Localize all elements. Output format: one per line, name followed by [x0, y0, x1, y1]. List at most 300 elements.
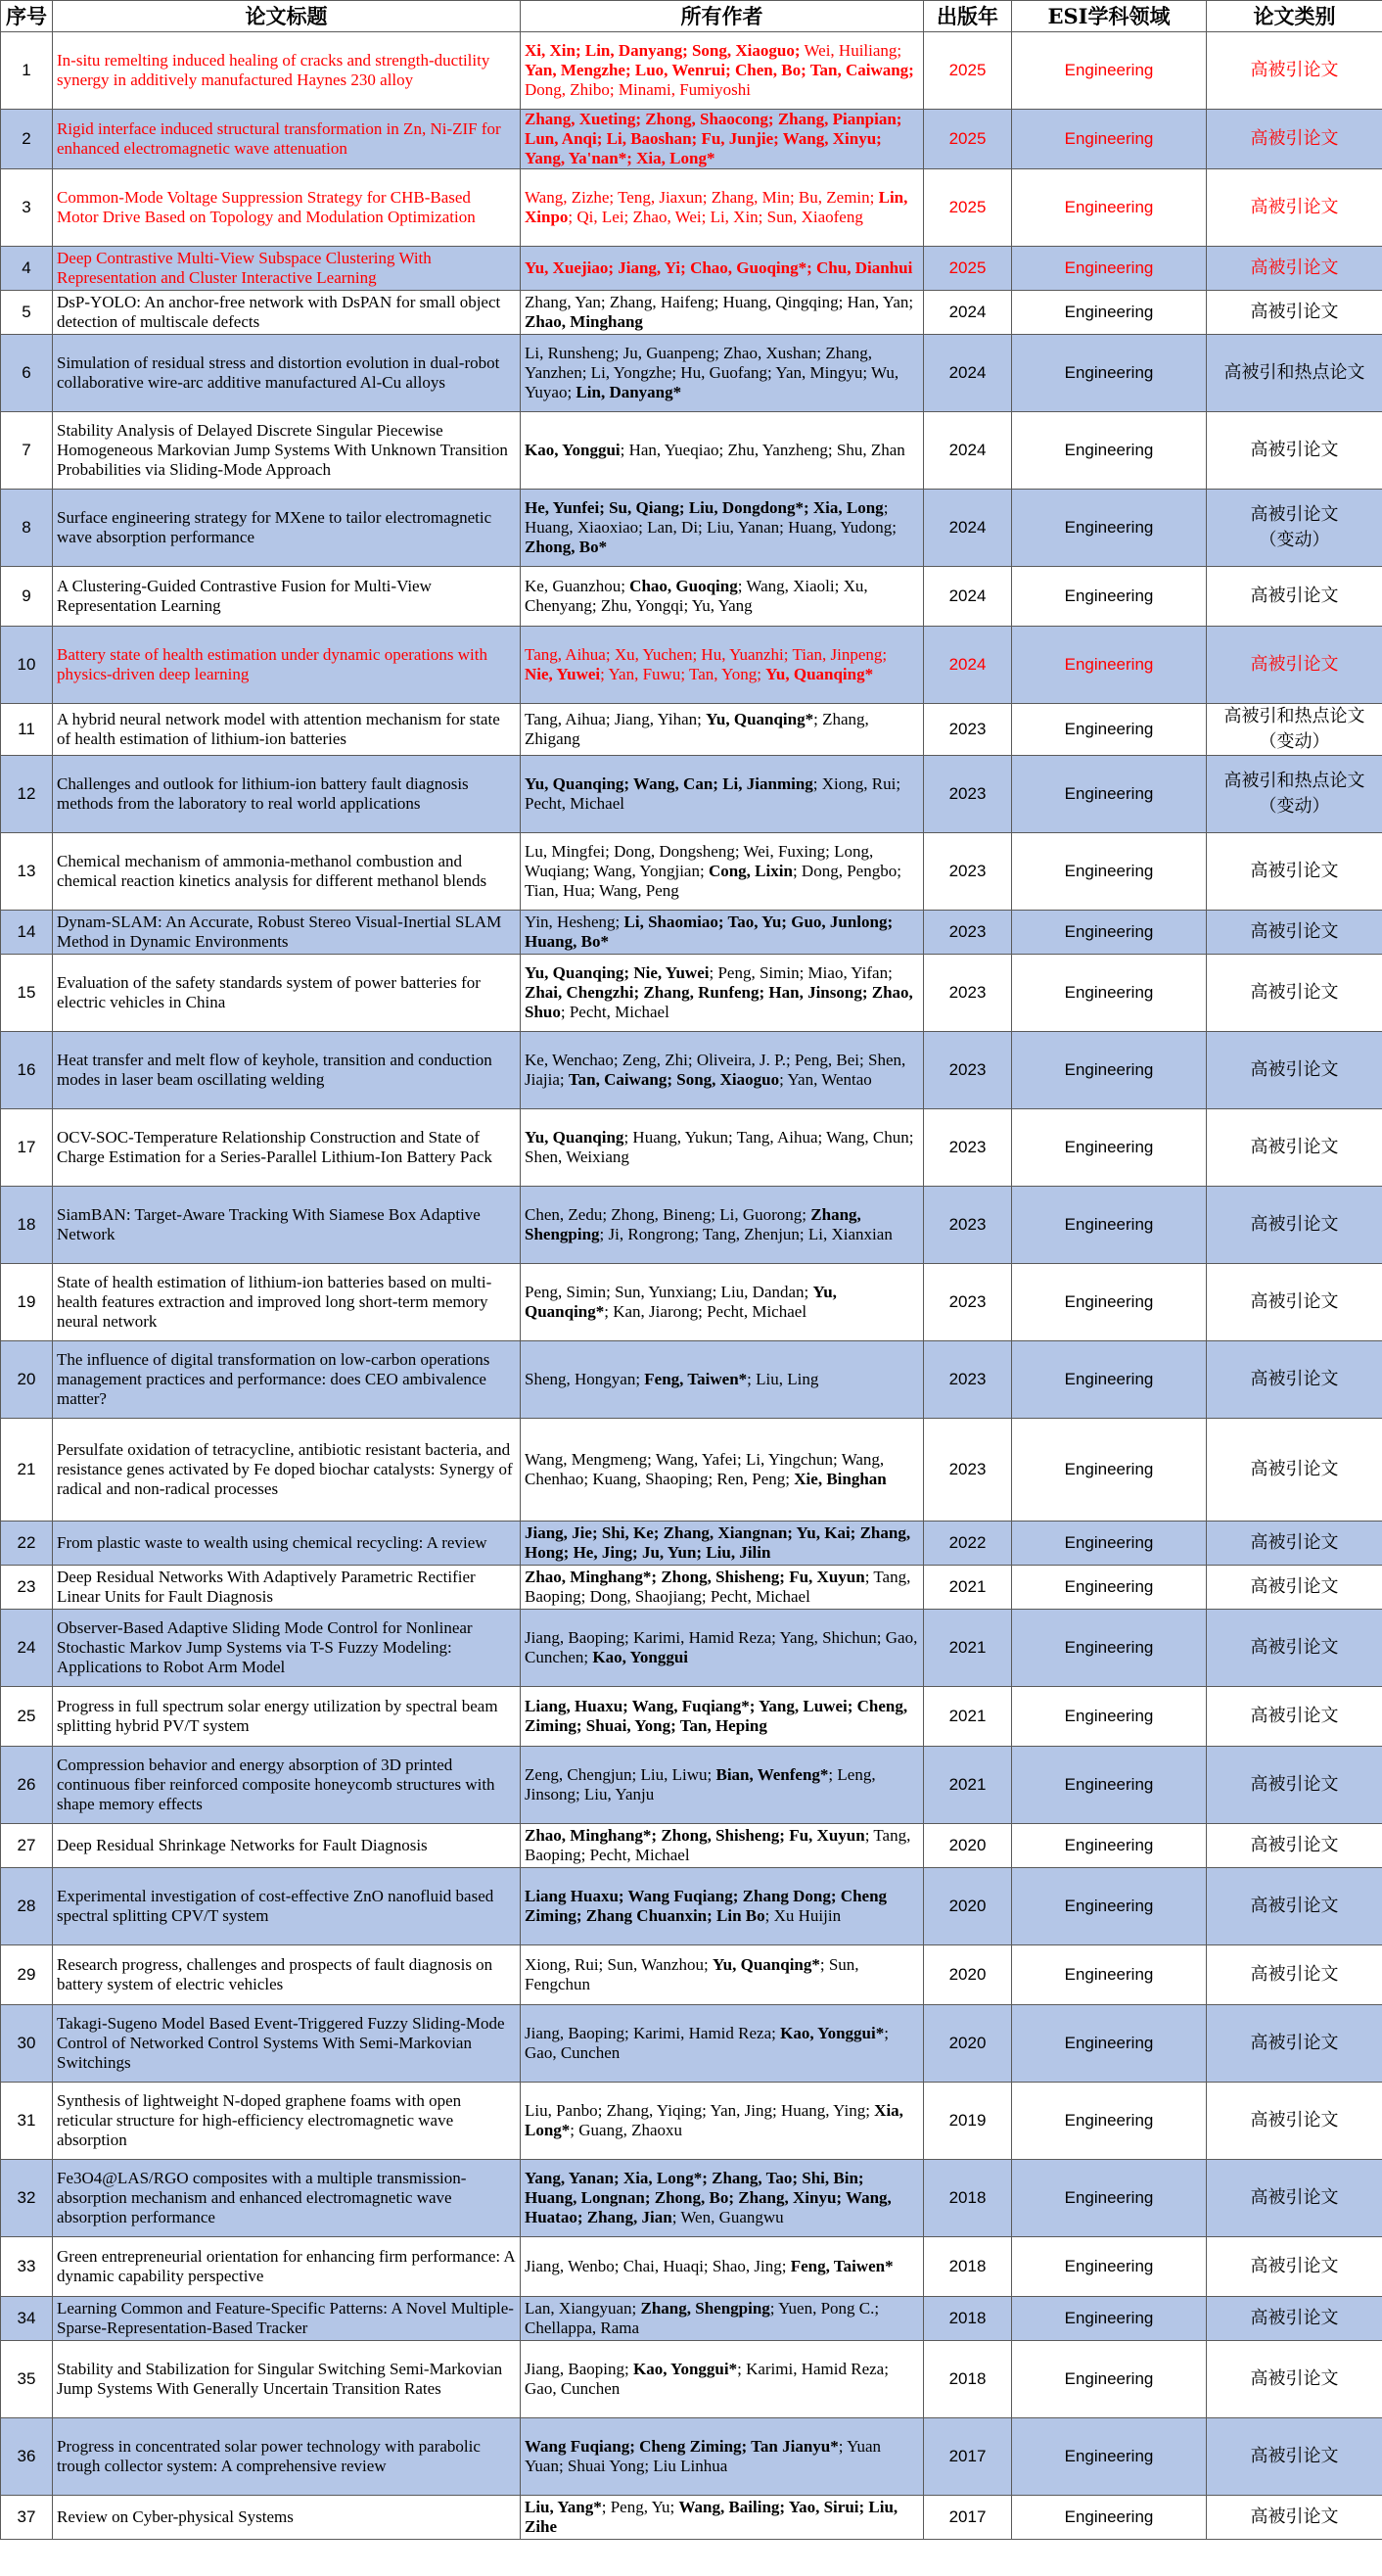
author-segment: ; Kan, Jiarong; Pecht, Michael [604, 1302, 807, 1321]
esi-field: Engineering [1012, 2496, 1207, 2540]
header-index: 序号 [1, 1, 53, 32]
table-row [1, 335, 1382, 412]
paper-type: 高被引论文 [1207, 1747, 1382, 1824]
row-index: 35 [1, 2341, 53, 2418]
table-row [1, 1610, 1382, 1687]
publication-year: 2017 [924, 2496, 1012, 2540]
row-index: 11 [1, 704, 53, 756]
paper-type: 高被引论文 [1207, 2496, 1382, 2540]
paper-type: 高被引论文 [1207, 955, 1382, 1032]
paper-type: 高被引论文 [1207, 1945, 1382, 2005]
row-index: 5 [1, 291, 53, 335]
esi-field: Engineering [1012, 955, 1207, 1032]
author-segment: ; Yuan Yuan; Shuai Yong; Liu Linhua [525, 2437, 882, 2475]
table-row [1, 291, 1382, 335]
row-index: 34 [1, 2297, 53, 2341]
header-row [1, 1, 1382, 32]
table-row [1, 2083, 1382, 2160]
publication-year: 2025 [924, 110, 1012, 169]
row-index: 36 [1, 2418, 53, 2496]
row-index: 23 [1, 1566, 53, 1610]
row-index: 31 [1, 2083, 53, 2160]
esi-field: Engineering [1012, 2160, 1207, 2237]
publication-year: 2023 [924, 833, 1012, 911]
esi-field: Engineering [1012, 1032, 1207, 1109]
author-segment: ; Gao, Cunchen [525, 2024, 889, 2062]
paper-type: 高被引论文 [1207, 291, 1382, 335]
table-row [1, 955, 1382, 1032]
author-segment: Wang, Mengmeng; Wang, Yafei; Li, Yingchun; Wang, Chenhao; Kuang, Shaoping; Ren, Peng; [525, 1450, 885, 1488]
paper-authors [521, 1032, 924, 1109]
author-segment: Xiong, Rui; Sun, Wanzhou; [525, 1955, 713, 1974]
paper-type: 高被引论文 [1207, 627, 1382, 704]
author-segment: Jiang, Baoping; Karimi, Hamid Reza; Yang, Shichun; Gao, Cunchen; [525, 1628, 918, 1666]
author-segment: Zhang, Yan; Zhang, Haifeng; Huang, Qingqing; Han, Yan; [525, 293, 914, 311]
paper-authors [521, 1687, 924, 1747]
paper-authors [521, 110, 924, 169]
esi-field: Engineering [1012, 2341, 1207, 2418]
paper-type: 高被引论文 [1207, 567, 1382, 627]
paper-authors [521, 169, 924, 247]
table-row [1, 1419, 1382, 1522]
paper-type: 高被引和热点论文 （变动） [1207, 756, 1382, 833]
esi-field: Engineering [1012, 2297, 1207, 2341]
paper-type: 高被引论文 [1207, 2083, 1382, 2160]
paper-authors [521, 247, 924, 291]
esi-field: Engineering [1012, 1522, 1207, 1566]
paper-authors [521, 2237, 924, 2297]
publication-year: 2023 [924, 1264, 1012, 1341]
author-segment: ; Pecht, Michael [560, 1003, 669, 1021]
author-segment: Yin, Hesheng; [525, 913, 624, 931]
author-segment: Xie, Binghan [794, 1470, 887, 1488]
author-segment: Sheng, Hongyan; [525, 1370, 645, 1388]
author-segment: Liu, Panbo; Zhang, Yiqing; Yan, Jing; Huang, Ying; [525, 2101, 875, 2120]
author-segment: ; Dong, Pengbo; Tian, Hua; Wang, Peng [525, 862, 901, 900]
author-segment: Bian, Wenfeng* [715, 1765, 829, 1784]
publication-year: 2023 [924, 704, 1012, 756]
author-segment: Xia, Long* [525, 2101, 903, 2139]
publication-year: 2023 [924, 1341, 1012, 1419]
publication-year: 2023 [924, 1419, 1012, 1522]
esi-field: Engineering [1012, 1109, 1207, 1187]
paper-title: Simulation of residual stress and distortion evolution in dual-robot collaborative wire-arc additive manufactured Al-Cu alloys [53, 335, 521, 412]
author-segment: Kao, Yonggui [592, 1648, 689, 1666]
paper-authors [521, 1264, 924, 1341]
esi-field: Engineering [1012, 32, 1207, 110]
publication-year: 2018 [924, 2297, 1012, 2341]
paper-title: From plastic waste to wealth using chemical recycling: A review [53, 1522, 521, 1566]
paper-title: Dynam-SLAM: An Accurate, Robust Stereo Visual-Inertial SLAM Method in Dynamic Environments [53, 911, 521, 955]
paper-title: Rigid interface induced structural transformation in Zn, Ni-ZIF for enhanced electromagnetic wave attenuation [53, 110, 521, 169]
author-segment: Ke, Wenchao; Zeng, Zhi; Oliveira, J. P.; Peng, Bei; Shen, Jiajia; [525, 1051, 906, 1089]
author-segment: Yu, Quanqing [525, 1128, 624, 1147]
publication-year: 2019 [924, 2083, 1012, 2160]
publication-year: 2020 [924, 1868, 1012, 1945]
table-row [1, 833, 1382, 911]
table-row [1, 110, 1382, 169]
row-index: 20 [1, 1341, 53, 1419]
author-segment: ; Sun, Fengchun [525, 1955, 859, 1993]
publication-year: 2024 [924, 335, 1012, 412]
row-index: 7 [1, 412, 53, 490]
author-segment: Yu, Quanqing* [706, 710, 814, 728]
paper-authors [521, 1187, 924, 1264]
esi-field: Engineering [1012, 1264, 1207, 1341]
paper-authors [521, 955, 924, 1032]
row-index: 14 [1, 911, 53, 955]
table-row [1, 2341, 1382, 2418]
esi-field: Engineering [1012, 1610, 1207, 1687]
publication-year: 2025 [924, 247, 1012, 291]
publication-year: 2023 [924, 1032, 1012, 1109]
paper-authors [521, 2005, 924, 2083]
paper-authors [521, 412, 924, 490]
paper-type: 高被引论文 [1207, 1610, 1382, 1687]
paper-authors [521, 756, 924, 833]
paper-title: Stability Analysis of Delayed Discrete Singular Piecewise Homogeneous Markovian Jump Systems With Unknown Transition Probabilities via Sliding-Mode Approach [53, 412, 521, 490]
paper-authors [521, 1341, 924, 1419]
paper-title: Synthesis of lightweight N-doped graphene foams with open reticular structure for high-efficiency electromagnetic wave absorption [53, 2083, 521, 2160]
paper-authors [521, 1566, 924, 1610]
author-segment: Xi, Xin; Lin, Danyang; Song, Xiaoguo; [525, 41, 801, 60]
table-row [1, 1687, 1382, 1747]
author-segment: ; Liu, Ling [747, 1370, 819, 1388]
esi-field: Engineering [1012, 1566, 1207, 1610]
table-row [1, 2005, 1382, 2083]
row-index: 1 [1, 32, 53, 110]
paper-authors [521, 2496, 924, 2540]
author-segment: Zhai, Chengzhi; Zhang, Runfeng; Han, Jinsong; Zhao, Shuo [525, 983, 913, 1021]
paper-type: 高被引论文 [1207, 2418, 1382, 2496]
paper-type: 高被引论文 [1207, 833, 1382, 911]
author-segment: Liang Huaxu; Wang Fuqiang; Zhang Dong; Cheng Ziming; Zhang Chuanxin; Lin Bo [525, 1887, 888, 1925]
row-index: 8 [1, 490, 53, 567]
row-index: 21 [1, 1419, 53, 1522]
paper-authors [521, 1945, 924, 2005]
paper-authors [521, 2418, 924, 2496]
paper-type: 高被引论文 [1207, 32, 1382, 110]
row-index: 37 [1, 2496, 53, 2540]
esi-field: Engineering [1012, 567, 1207, 627]
author-segment: ; Yuen, Pong C.; Chellappa, Rama [525, 2299, 880, 2337]
author-segment: Liang, Huaxu; Wang, Fuqiang*; Yang, Luwei; Cheng, Ziming; Shuai, Yong; Tan, Heping [525, 1697, 908, 1735]
esi-field: Engineering [1012, 1824, 1207, 1868]
esi-field: Engineering [1012, 1945, 1207, 2005]
table-row [1, 2160, 1382, 2237]
paper-title: Review on Cyber-physical Systems [53, 2496, 521, 2540]
author-segment: Yan, Mengzhe; Luo, Wenrui; Chen, Bo; Tan, Caiwang; [525, 61, 914, 79]
paper-type: 高被引论文 [1207, 2297, 1382, 2341]
row-index: 4 [1, 247, 53, 291]
esi-field: Engineering [1012, 1187, 1207, 1264]
row-index: 30 [1, 2005, 53, 2083]
paper-title: Surface engineering strategy for MXene to tailor electromagnetic wave absorption performance [53, 490, 521, 567]
author-segment: ; Yan, Fuwu; Tan, Yong; [600, 665, 766, 683]
paper-authors [521, 335, 924, 412]
author-segment: Kao, Yonggui [525, 441, 621, 459]
paper-title: SiamBAN: Target-Aware Tracking With Siamese Box Adaptive Network [53, 1187, 521, 1264]
table-body [1, 32, 1382, 2540]
author-segment: Jiang, Baoping; [525, 2360, 633, 2378]
author-segment: Kao, Yonggui* [632, 2360, 738, 2378]
publication-year: 2017 [924, 2418, 1012, 2496]
esi-field: Engineering [1012, 110, 1207, 169]
paper-type: 高被引论文 [1207, 110, 1382, 169]
paper-title: Progress in concentrated solar power technology with parabolic trough collector system: A comprehensive review [53, 2418, 521, 2496]
paper-authors [521, 627, 924, 704]
author-segment: ; Karimi, Hamid Reza; Gao, Cunchen [525, 2360, 889, 2398]
paper-authors [521, 1868, 924, 1945]
row-index: 22 [1, 1522, 53, 1566]
publication-year: 2024 [924, 567, 1012, 627]
row-index: 17 [1, 1109, 53, 1187]
table-row [1, 2297, 1382, 2341]
esi-field: Engineering [1012, 911, 1207, 955]
table-row [1, 1187, 1382, 1264]
publication-year: 2020 [924, 1945, 1012, 2005]
paper-title: DsP-YOLO: An anchor-free network with DsPAN for small object detection of multiscale defects [53, 291, 521, 335]
author-segment: Yang, Yanan; Xia, Long*; Zhang, Tao; Shi, Bin; Huang, Longnan; Zhong, Bo; Zhang, Xinyu; Wang, Huatao; Zhang, Jian [525, 2169, 892, 2226]
paper-title: Stability and Stabilization for Singular Switching Semi-Markovian Jump Systems With Generally Uncertain Transition Rates [53, 2341, 521, 2418]
author-segment: Lan, Xiangyuan; [525, 2299, 641, 2318]
row-index: 26 [1, 1747, 53, 1824]
paper-title: Observer-Based Adaptive Sliding Mode Control for Nonlinear Stochastic Markov Jump Systems via T-S Fuzzy Modeling: Applications to Robot Arm Model [53, 1610, 521, 1687]
author-segment: Zhao, Minghang*; Zhong, Shisheng; Fu, Xuyun [525, 1568, 865, 1586]
author-segment: ; Guang, Zhaoxu [570, 2121, 683, 2139]
publication-year: 2024 [924, 291, 1012, 335]
author-segment: Chao, Guoqing [629, 577, 738, 595]
author-segment: Nie, Yuwei [525, 665, 601, 683]
author-segment: ; Xiong, Rui; Pecht, Michael [525, 774, 901, 813]
table-row [1, 1566, 1382, 1610]
paper-type: 高被引论文 [1207, 1824, 1382, 1868]
table-row [1, 1868, 1382, 1945]
table-row [1, 490, 1382, 567]
esi-field: Engineering [1012, 247, 1207, 291]
author-segment: Tan, Caiwang; Song, Xiaoguo [568, 1070, 780, 1089]
author-segment: Feng, Taiwen* [644, 1370, 748, 1388]
paper-title: Fe3O4@LAS/RGO composites with a multiple transmission-absorption mechanism and enhanced electromagnetic wave absorption performance [53, 2160, 521, 2237]
author-segment: Tang, Aihua; Jiang, Yihan; [525, 710, 707, 728]
paper-type: 高被引论文 [1207, 1187, 1382, 1264]
paper-authors [521, 1109, 924, 1187]
author-segment: Yu, Quanqing* [765, 665, 874, 683]
table-row [1, 32, 1382, 110]
table-row [1, 1109, 1382, 1187]
paper-title: Battery state of health estimation under dynamic operations with physics-driven deep learning [53, 627, 521, 704]
author-segment: Dong, Zhibo; Minami, Fumiyoshi [525, 80, 751, 99]
table-row [1, 627, 1382, 704]
author-segment: ; Zhang, Zhigang [525, 710, 869, 748]
table-row [1, 2237, 1382, 2297]
author-segment: He, Yunfei; Su, Qiang; Liu, Dongdong*; Xia, Long [525, 498, 884, 517]
esi-field: Engineering [1012, 1419, 1207, 1522]
author-segment: ; Tang, Baoping; Dong, Shaojiang; Pecht, Michael [525, 1568, 911, 1606]
row-index: 3 [1, 169, 53, 247]
publication-year: 2018 [924, 2341, 1012, 2418]
author-segment: Li, Runsheng; Ju, Guanpeng; Zhao, Xushan; Zhang, Yanzhen; Li, Yongzhe; Hu, Guofang; Yan, Mingyu; Wu, Yuyao; [525, 344, 899, 401]
header-title: 论文标题 [53, 1, 521, 32]
author-segment: Yu, Quanqing; Wang, Can; Li, Jianming [525, 774, 813, 793]
paper-title: Challenges and outlook for lithium-ion battery fault diagnosis methods from the laboratory to real world applications [53, 756, 521, 833]
row-index: 25 [1, 1687, 53, 1747]
table-row [1, 2418, 1382, 2496]
row-index: 12 [1, 756, 53, 833]
author-segment: Kao, Yonggui* [780, 2024, 885, 2042]
publication-year: 2021 [924, 1566, 1012, 1610]
publication-year: 2021 [924, 1610, 1012, 1687]
paper-title: Takagi-Sugeno Model Based Event-Triggered Fuzzy Sliding-Mode Control of Networked Control Systems With Semi-Markovian Switchings [53, 2005, 521, 2083]
paper-type: 高被引论文 [1207, 2160, 1382, 2237]
author-segment: Jiang, Jie; Shi, Ke; Zhang, Xiangnan; Yu, Kai; Zhang, Hong; He, Jing; Ju, Yun; Liu, Jilin [525, 1523, 911, 1562]
paper-authors [521, 2160, 924, 2237]
publication-year: 2021 [924, 1687, 1012, 1747]
author-segment: Jiang, Wenbo; Chai, Huaqi; Shao, Jing; [525, 2257, 791, 2275]
paper-authors [521, 1824, 924, 1868]
author-segment: Zeng, Chengjun; Liu, Liwu; [525, 1765, 716, 1784]
row-index: 15 [1, 955, 53, 1032]
row-index: 33 [1, 2237, 53, 2297]
author-segment: Wei, Huiliang; [800, 41, 902, 60]
paper-title: Persulfate oxidation of tetracycline, antibiotic resistant bacteria, and resistance genes activated by Fe doped biochar catalysts: Synergy of radical and non-radical processes [53, 1419, 521, 1522]
table-row [1, 1341, 1382, 1419]
publication-year: 2023 [924, 1187, 1012, 1264]
publication-year: 2025 [924, 32, 1012, 110]
row-index: 18 [1, 1187, 53, 1264]
paper-authors [521, 32, 924, 110]
publication-year: 2023 [924, 756, 1012, 833]
paper-type: 高被引和热点论文 （变动） [1207, 704, 1382, 756]
header-authors: 所有作者 [521, 1, 924, 32]
esi-field: Engineering [1012, 1687, 1207, 1747]
row-index: 19 [1, 1264, 53, 1341]
paper-type: 高被引论文 [1207, 1868, 1382, 1945]
publication-year: 2023 [924, 1109, 1012, 1187]
table-row [1, 1747, 1382, 1824]
paper-title: Deep Contrastive Multi-View Subspace Clustering With Representation and Cluster Interactive Learning [53, 247, 521, 291]
esi-field: Engineering [1012, 1868, 1207, 1945]
paper-title: Green entrepreneurial orientation for enhancing firm performance: A dynamic capability perspective [53, 2237, 521, 2297]
author-segment: ; Qi, Lei; Zhao, Wei; Li, Xin; Sun, Xiaofeng [568, 208, 863, 226]
esi-field: Engineering [1012, 1747, 1207, 1824]
paper-authors [521, 833, 924, 911]
table-row [1, 1945, 1382, 2005]
paper-title: Compression behavior and energy absorption of 3D printed continuous fiber reinforced composite honeycomb structures with shape memory effects [53, 1747, 521, 1824]
paper-type: 高被引论文 [1207, 2005, 1382, 2083]
esi-field: Engineering [1012, 169, 1207, 247]
table-header [1, 1, 1382, 32]
table-row [1, 2496, 1382, 2540]
row-index: 24 [1, 1610, 53, 1687]
header-paper-type: 论文类别 [1207, 1, 1382, 32]
author-segment: Lin, Xinpo [525, 188, 908, 226]
paper-authors [521, 2341, 924, 2418]
row-index: 10 [1, 627, 53, 704]
paper-authors [521, 1747, 924, 1824]
row-index: 13 [1, 833, 53, 911]
paper-title: Heat transfer and melt flow of keyhole, transition and conduction modes in laser beam oscillating welding [53, 1032, 521, 1109]
paper-type: 高被引论文 [1207, 1341, 1382, 1419]
publication-year: 2023 [924, 911, 1012, 955]
paper-type: 高被引论文 [1207, 911, 1382, 955]
header-year: 出版年 [924, 1, 1012, 32]
table-row [1, 1522, 1382, 1566]
author-segment: Zhong, Bo* [525, 538, 608, 556]
table-row [1, 1824, 1382, 1868]
esi-field: Engineering [1012, 2005, 1207, 2083]
paper-title: Common-Mode Voltage Suppression Strategy for CHB-Based Motor Drive Based on Topology and Modulation Optimization [53, 169, 521, 247]
author-segment: Chen, Zedu; Zhong, Bineng; Li, Guorong; [525, 1205, 811, 1224]
paper-type: 高被引论文 [1207, 1522, 1382, 1566]
author-segment: Wang, Zizhe; Teng, Jiaxun; Zhang, Min; Bu, Zemin; [525, 188, 879, 207]
publication-year: 2020 [924, 1824, 1012, 1868]
author-segment: Zhang, Shengping [525, 1205, 861, 1243]
author-segment: ; Wang, Xiaoli; Xu, Chenyang; Zhu, Yongqi; Yu, Yang [525, 577, 868, 615]
author-segment: Tang, Aihua; Xu, Yuchen; Hu, Yuanzhi; Tian, Jinpeng; [525, 645, 888, 664]
table-row [1, 169, 1382, 247]
author-segment: Zhang, Shengping [640, 2299, 770, 2318]
paper-authors [521, 2083, 924, 2160]
row-index: 9 [1, 567, 53, 627]
paper-type: 高被引论文 [1207, 1264, 1382, 1341]
paper-title: State of health estimation of lithium-ion batteries based on multi-health features extraction and improved long short-term memory neural network [53, 1264, 521, 1341]
author-segment: Zhang, Xueting; Zhong, Shaocong; Zhang, Pianpian; Lun, Anqi; Li, Baoshan; Fu, Junjie; Wang, Xinyu; Yang, Ya'nan*; Xia, Long* [525, 110, 902, 167]
author-segment: Ke, Guanzhou; [525, 577, 630, 595]
paper-authors [521, 490, 924, 567]
publication-year: 2022 [924, 1522, 1012, 1566]
author-segment: Yu, Quanqing; Nie, Yuwei [525, 963, 710, 982]
paper-type: 高被引论文 [1207, 1687, 1382, 1747]
esi-field: Engineering [1012, 833, 1207, 911]
author-segment: Yu, Xuejiao; Jiang, Yi; Chao, Guoqing*; Chu, Dianhui [525, 258, 913, 277]
paper-authors [521, 2297, 924, 2341]
publication-year: 2021 [924, 1747, 1012, 1824]
publication-year: 2024 [924, 490, 1012, 567]
paper-type: 高被引论文 [1207, 2237, 1382, 2297]
table-row [1, 756, 1382, 833]
paper-title: The influence of digital transformation on low-carbon operations management practices and performance: does CEO ambivalence matter? [53, 1341, 521, 1419]
publication-year: 2023 [924, 955, 1012, 1032]
author-segment: Jiang, Baoping; Karimi, Hamid Reza; [525, 2024, 781, 2042]
author-segment: ; Huang, Yukun; Tang, Aihua; Wang, Chun; Shen, Weixiang [525, 1128, 914, 1166]
esi-field: Engineering [1012, 2083, 1207, 2160]
esi-field: Engineering [1012, 291, 1207, 335]
author-segment: Yu, Quanqing* [712, 1955, 820, 1974]
paper-title: A Clustering-Guided Contrastive Fusion for Multi-View Representation Learning [53, 567, 521, 627]
table-row [1, 567, 1382, 627]
author-segment: Zhao, Minghang*; Zhong, Shisheng; Fu, Xuyun [525, 1826, 865, 1845]
publication-year: 2025 [924, 169, 1012, 247]
paper-title: A hybrid neural network model with attention mechanism for state of health estimation of lithium-ion batteries [53, 704, 521, 756]
author-segment: ; Leng, Jinsong; Liu, Yanju [525, 1765, 876, 1803]
author-segment: Li, Shaomiao; Tao, Yu; Guo, Junlong; Huang, Bo* [525, 913, 894, 951]
paper-type: 高被引论文 [1207, 1032, 1382, 1109]
esi-field: Engineering [1012, 704, 1207, 756]
author-segment: Zhao, Minghang [525, 312, 643, 331]
esi-field: Engineering [1012, 490, 1207, 567]
esi-field: Engineering [1012, 2418, 1207, 2496]
paper-title: Experimental investigation of cost-effective ZnO nanofluid based spectral splitting CPV/T system [53, 1868, 521, 1945]
author-segment: Peng, Simin; Sun, Yunxiang; Liu, Dandan; [525, 1283, 813, 1301]
author-segment: Feng, Taiwen* [790, 2257, 894, 2275]
table-row [1, 247, 1382, 291]
author-segment: ; Peng, Yu; [601, 2498, 679, 2516]
paper-title: In-situ remelting induced healing of cracks and strength-ductility synergy in additively manufactured Haynes 230 alloy [53, 32, 521, 110]
author-segment: ; Xu Huijin [764, 1906, 842, 1925]
author-segment: ; Huang, Xiaoxiao; Lan, Di; Liu, Yanan; Huang, Yudong; [525, 498, 897, 537]
esi-field: Engineering [1012, 1341, 1207, 1419]
